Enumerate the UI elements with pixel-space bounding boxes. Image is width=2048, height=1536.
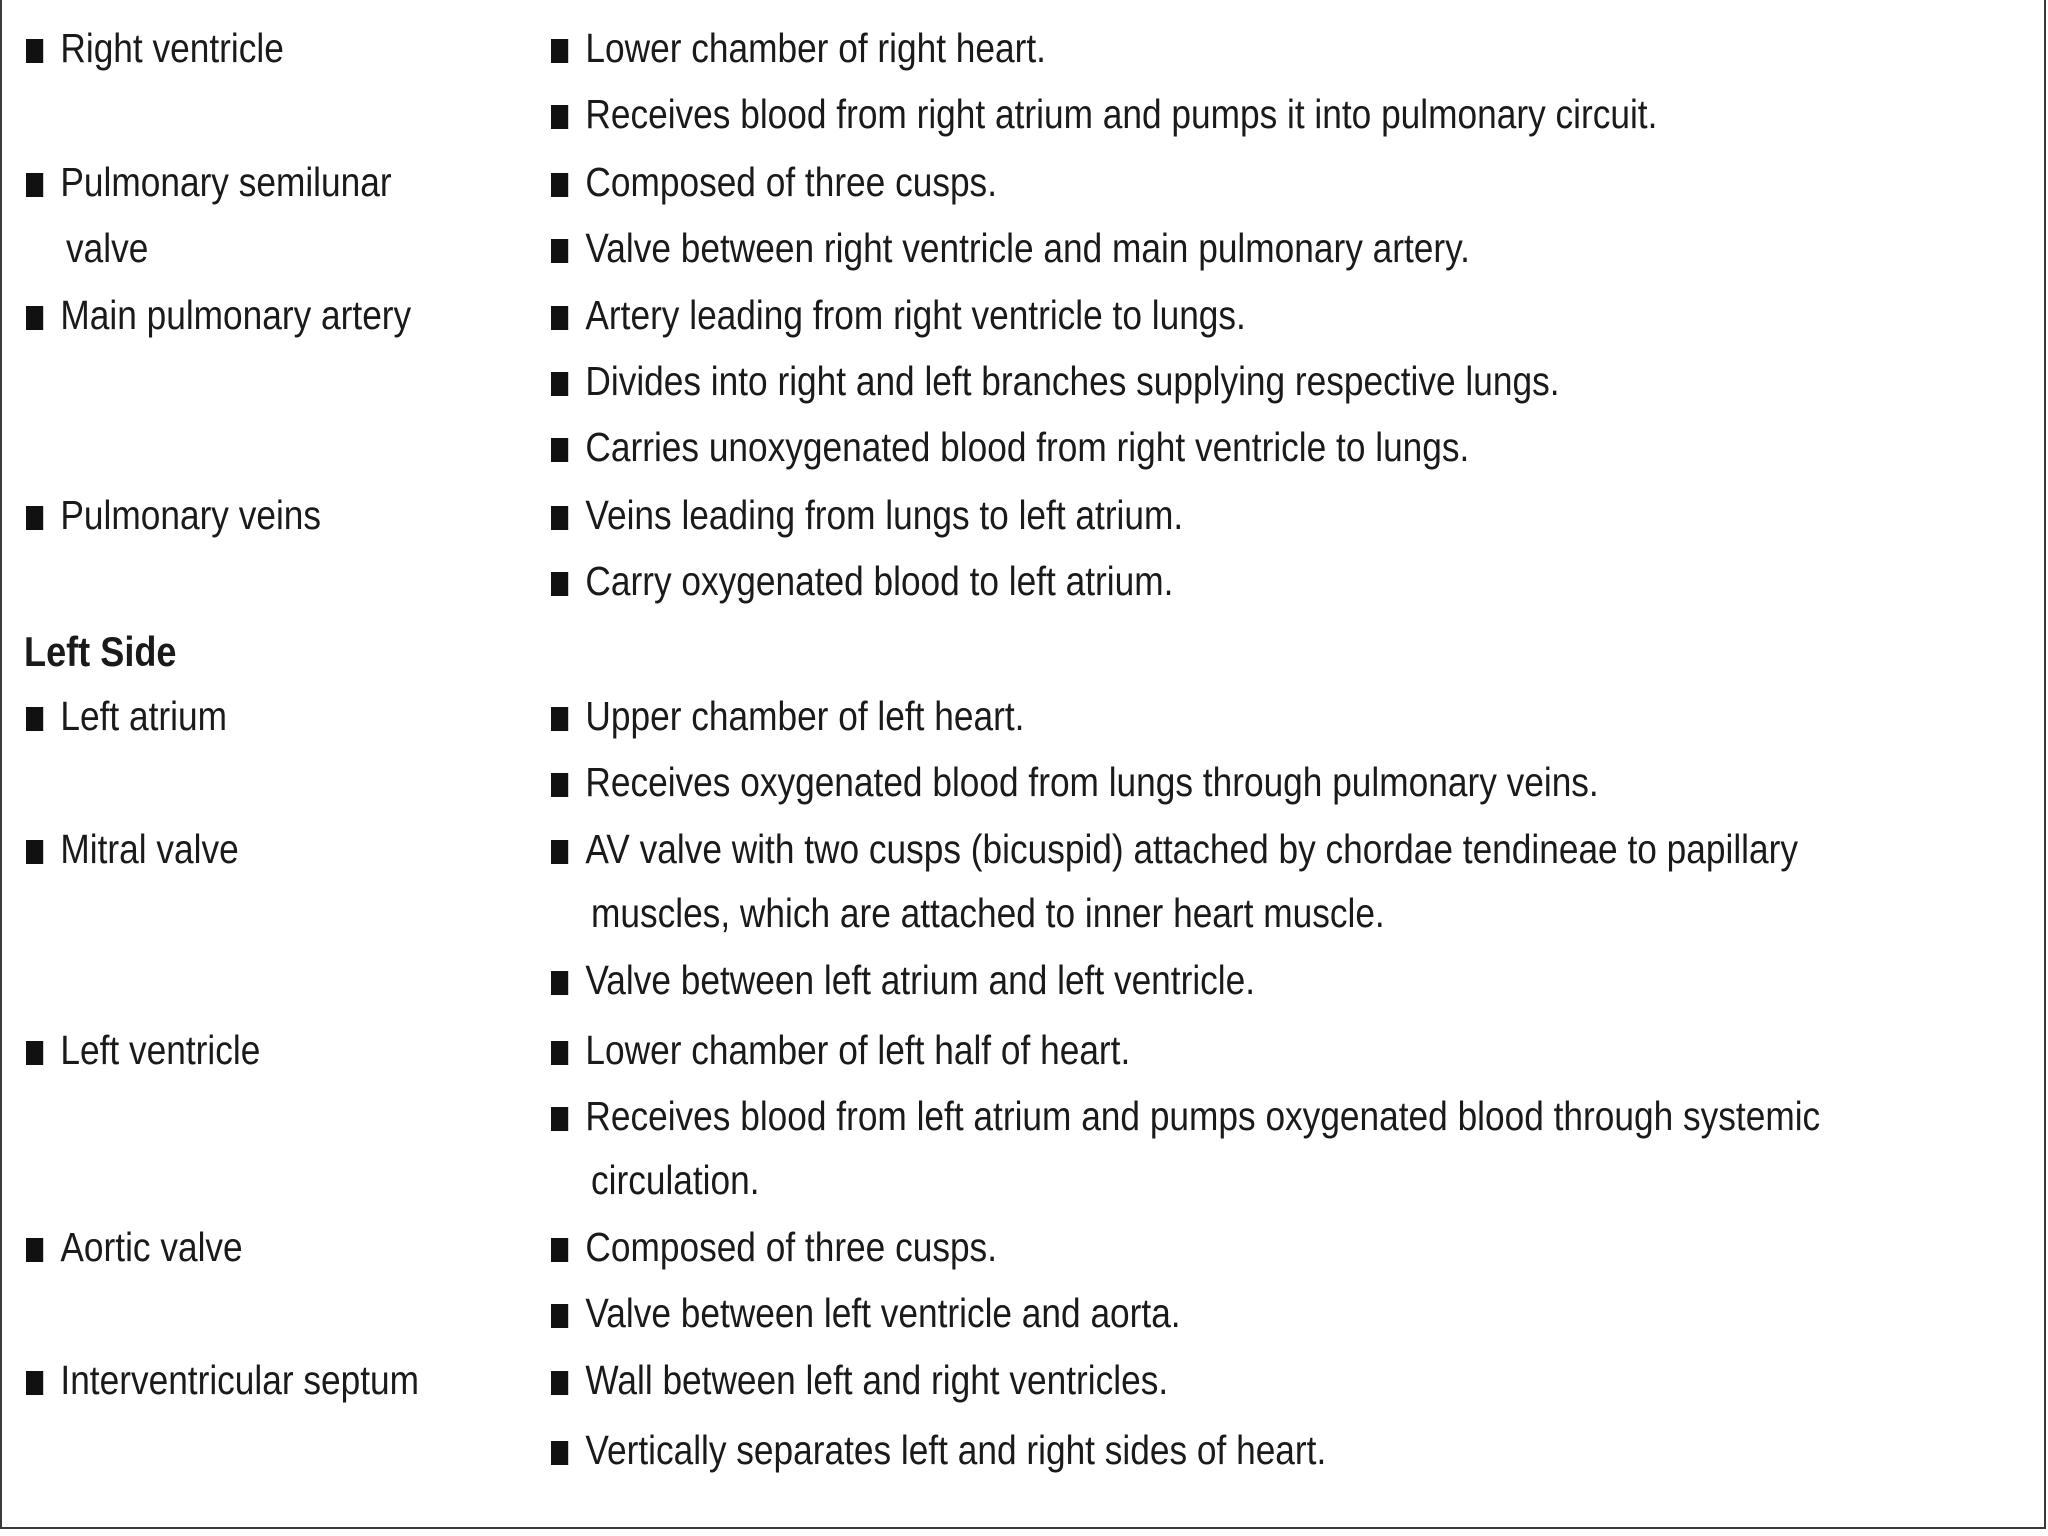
bullet-square-icon: [26, 1238, 43, 1262]
term-cell-continuation: valve: [66, 225, 149, 271]
table-row: [0, 684, 2048, 748]
table-row: [0, 750, 2048, 814]
bullet-square-icon: [551, 1304, 568, 1328]
term-cell: Main pulmonary artery: [26, 283, 456, 347]
bullet-square-icon: [551, 105, 568, 129]
table-row: [0, 1018, 2048, 1082]
section-heading-left-side: Left Side: [24, 628, 177, 675]
bullet-square-icon: [551, 971, 568, 995]
clipped-text-remnant: [556, 0, 1436, 4]
bullet-square-icon: [551, 773, 568, 797]
table-row: [0, 150, 2048, 214]
description-cell-continuation: muscles, which are attached to inner heart muscle.: [591, 890, 1385, 936]
table-row: [0, 415, 2048, 479]
bullet-square-icon: [551, 572, 568, 596]
bullet-square-icon: [551, 707, 568, 731]
table-row: [0, 948, 2048, 1012]
description-cell: Valve between left atrium and left ventricle.: [551, 948, 1255, 1012]
bullet-square-icon: [26, 173, 43, 197]
bullet-square-icon: [26, 840, 43, 864]
bullet-square-icon: [551, 1107, 568, 1131]
table-row: [0, 881, 2048, 945]
description-cell: Composed of three cusps.: [551, 1215, 997, 1279]
table-row: [0, 549, 2048, 613]
bullet-square-icon: [551, 239, 568, 263]
description-cell: Lower chamber of right heart.: [551, 16, 1046, 80]
bullet-square-icon: [26, 506, 43, 530]
description-cell: Veins leading from lungs to left atrium.: [551, 483, 1183, 547]
table-row: [0, 349, 2048, 413]
bullet-square-icon: [26, 306, 43, 330]
description-cell: Receives blood from left atrium and pumps oxygenated blood through systemic: [551, 1084, 1820, 1148]
description-cell: Receives blood from right atrium and pumps it into pulmonary circuit.: [551, 82, 1657, 146]
description-cell-continuation: circulation.: [591, 1157, 760, 1203]
bullet-square-icon: [551, 840, 568, 864]
term-cell: Interventricular septum: [26, 1348, 456, 1412]
description-cell: Divides into right and left branches supplying respective lungs.: [551, 349, 1560, 413]
description-cell: Composed of three cusps.: [551, 150, 997, 214]
description-cell: Wall between left and right ventricles.: [551, 1348, 1168, 1412]
bullet-square-icon: [551, 438, 568, 462]
description-cell: Receives oxygenated blood from lungs through pulmonary veins.: [551, 750, 1599, 814]
table-row: [0, 817, 2048, 881]
bullet-square-icon: [551, 39, 568, 63]
description-cell: Vertically separates left and right sides of heart.: [551, 1418, 1326, 1482]
bullet-square-icon: [551, 173, 568, 197]
table-row: [0, 16, 2048, 80]
bullet-square-icon: [551, 1041, 568, 1065]
description-cell: Artery leading from right ventricle to lungs.: [551, 283, 1246, 347]
table-row: [0, 1281, 2048, 1345]
bullet-square-icon: [551, 1371, 568, 1395]
description-cell: Valve between left ventricle and aorta.: [551, 1281, 1181, 1345]
bullet-square-icon: [551, 1238, 568, 1262]
bullet-square-icon: [551, 306, 568, 330]
bullet-square-icon: [551, 372, 568, 396]
term-cell: Pulmonary veins: [26, 483, 456, 547]
table-row: [0, 283, 2048, 347]
bullet-square-icon: [26, 707, 43, 731]
bullet-square-icon: [551, 1441, 568, 1465]
bullet-square-icon: [26, 39, 43, 63]
description-cell: Carry oxygenated blood to left atrium.: [551, 549, 1173, 613]
term-cell: Left atrium: [26, 684, 456, 748]
description-cell: Upper chamber of left heart.: [551, 684, 1024, 748]
term-cell: Right ventricle: [26, 16, 456, 80]
description-cell: Carries unoxygenated blood from right ventricle to lungs.: [551, 415, 1469, 479]
description-cell: Lower chamber of left half of heart.: [551, 1018, 1130, 1082]
term-cell: Mitral valve: [26, 817, 456, 881]
table-row: [0, 216, 2048, 280]
table-row: [0, 483, 2048, 547]
table-row: [0, 1084, 2048, 1148]
description-cell: Valve between right ventricle and main pulmonary artery.: [551, 216, 1470, 280]
term-cell: Aortic valve: [26, 1215, 456, 1279]
term-cell: Left ventricle: [26, 1018, 456, 1082]
table-row: [0, 1148, 2048, 1212]
table-row: [0, 1418, 2048, 1482]
table-row: [0, 1348, 2048, 1412]
table-row: [0, 1215, 2048, 1279]
bullet-square-icon: [26, 1041, 43, 1065]
table-row: [0, 82, 2048, 146]
term-cell: Pulmonary semilunar: [26, 150, 456, 214]
description-cell: AV valve with two cusps (bicuspid) attached by chordae tendineae to papillary: [551, 817, 1798, 881]
bullet-square-icon: [26, 1371, 43, 1395]
bullet-square-icon: [551, 506, 568, 530]
